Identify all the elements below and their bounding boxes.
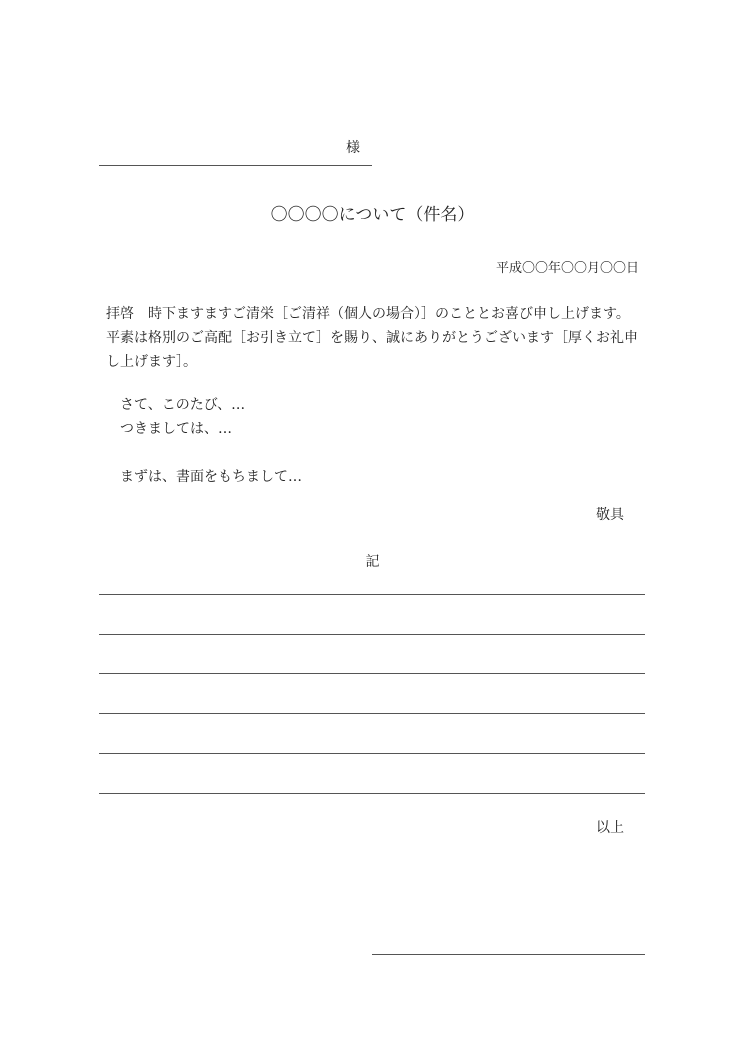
recipient-name-line [99, 165, 372, 166]
record-entry-line [99, 634, 645, 635]
body-paragraphs [106, 393, 302, 489]
closing-salutation: 敬具 [596, 507, 624, 523]
subject-title: 〇〇〇〇について（件名） [270, 205, 475, 225]
opening-line: し上げます］。 [106, 354, 197, 370]
record-entry-line [99, 673, 645, 674]
record-entry-line [99, 594, 645, 595]
body-line: さて、このたび、… [106, 397, 246, 413]
body-line: つきましては、… [106, 421, 232, 437]
opening-paragraph [106, 302, 646, 374]
letter-date: 平成〇〇年〇〇月〇〇日 [495, 261, 639, 276]
opening-line: 拝啓 時下ますますご清栄［ご清祥（個人の場合）］のこととお喜び申し上げます。 [106, 306, 630, 322]
record-entry-line [99, 753, 645, 754]
recipient-honorific: 様 [346, 140, 360, 156]
record-heading: 記 [365, 554, 380, 570]
record-entry-line [99, 713, 645, 714]
record-entry-line [99, 793, 645, 794]
end-mark: 以上 [596, 820, 624, 836]
body-line: まずは、書面をもちまして… [106, 469, 302, 485]
sender-signature-line [372, 954, 645, 955]
body-line-spacer [106, 441, 302, 465]
opening-line: 平素は格別のご高配［お引き立て］を賜り、誠にありがとうございます［厚くお礼申 [106, 330, 638, 346]
